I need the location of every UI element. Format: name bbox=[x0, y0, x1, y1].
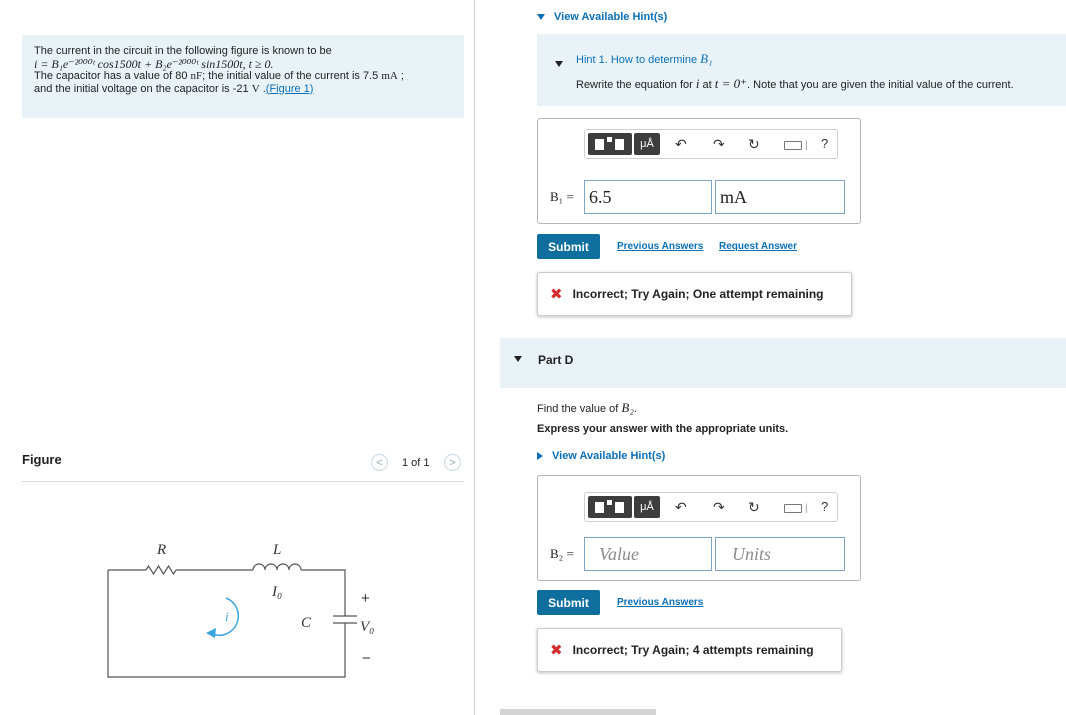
templates-button[interactable] bbox=[588, 133, 632, 155]
previous-answers-link-d[interactable]: Previous Answers bbox=[617, 597, 704, 608]
units-button[interactable]: μÅ bbox=[634, 133, 660, 155]
redo-icon[interactable]: ↷ bbox=[713, 499, 725, 515]
hint-title[interactable]: Hint 1. How to determine B₁ bbox=[576, 51, 713, 66]
submit-button-c[interactable]: Submit bbox=[537, 234, 600, 259]
figure-title: Figure bbox=[22, 452, 62, 467]
help-button[interactable]: ? bbox=[821, 136, 829, 151]
b1-value-input[interactable]: 6.5 bbox=[584, 180, 712, 214]
next-section-edge bbox=[500, 709, 656, 715]
hint-collapse-toggle[interactable] bbox=[555, 54, 563, 72]
error-x-icon: ✖ bbox=[550, 642, 563, 659]
next-figure-button[interactable] bbox=[444, 454, 461, 471]
submit-button-d[interactable]: Submit bbox=[537, 590, 600, 615]
label-i: i bbox=[225, 609, 229, 624]
problem-line-3: The capacitor has a value of 80 nF; the initial value of the current is 7.5 mA ; bbox=[34, 70, 404, 82]
inductor-symbol bbox=[253, 564, 301, 570]
b1-units-input[interactable]: mA bbox=[715, 180, 845, 214]
b2-label: B₂ = bbox=[550, 546, 574, 561]
view-hints-toggle-d[interactable]: View Available Hint(s) bbox=[537, 450, 665, 462]
panel-divider bbox=[474, 0, 475, 715]
part-d-question: Find the value of B₂. bbox=[537, 400, 637, 415]
arrowhead-icon bbox=[206, 628, 216, 638]
help-button[interactable]: ? bbox=[821, 499, 829, 514]
keyboard-icon[interactable]: | bbox=[784, 503, 808, 514]
hint-text: Rewrite the equation for i at t = 0⁺. Note that you are given the initial value of the current. bbox=[576, 76, 1014, 91]
problem-statement bbox=[22, 35, 464, 118]
reset-icon[interactable]: ↻ bbox=[748, 136, 760, 152]
redo-icon[interactable]: ↷ bbox=[713, 136, 725, 152]
math-toolbar bbox=[584, 129, 838, 159]
b1-label: B₁ = bbox=[550, 189, 574, 204]
label-minus: − bbox=[362, 650, 371, 667]
capacitor-symbol bbox=[333, 616, 357, 623]
resistor-symbol bbox=[146, 566, 176, 574]
math-toolbar bbox=[584, 492, 838, 522]
label-R: R bbox=[157, 542, 167, 558]
chevron-right-icon: > bbox=[449, 456, 456, 469]
previous-answers-link-c[interactable]: Previous Answers bbox=[617, 241, 704, 252]
answer-box-d bbox=[537, 475, 861, 581]
b2-units-input[interactable]: Units bbox=[715, 537, 845, 571]
label-C: C bbox=[301, 615, 312, 631]
units-button[interactable]: μÅ bbox=[634, 496, 660, 518]
chevron-down-icon bbox=[555, 61, 563, 67]
chevron-right-icon bbox=[537, 452, 543, 460]
label-L: L bbox=[273, 542, 282, 558]
current-equation: i = B₁e⁻²⁰⁰⁰ᵗ cos1500t + B₂e⁻²⁰⁰⁰ᵗ sin1500t, t ≥ 0. bbox=[34, 56, 274, 71]
reset-icon[interactable]: ↻ bbox=[748, 499, 760, 515]
chevron-down-icon bbox=[514, 356, 522, 362]
feedback-c: ✖ Incorrect; Try Again; One attempt remaining bbox=[537, 272, 852, 316]
part-d-instruction: Express your answer with the appropriate units. bbox=[537, 423, 789, 435]
figure-divider bbox=[22, 481, 464, 482]
b2-value-input[interactable]: Value bbox=[584, 537, 712, 571]
label-plus: + bbox=[361, 590, 370, 607]
answer-box-c bbox=[537, 118, 861, 224]
part-d-title: Part D bbox=[538, 353, 574, 367]
chevron-down-icon bbox=[537, 14, 545, 20]
keyboard-icon[interactable]: | bbox=[784, 140, 808, 151]
chevron-left-icon: < bbox=[376, 456, 383, 469]
problem-line-4: and the initial voltage on the capacitor is -21 V .(Figure 1) bbox=[34, 82, 314, 95]
view-hints-toggle-c[interactable]: View Available Hint(s) bbox=[537, 11, 667, 23]
wire-top-right bbox=[301, 570, 345, 616]
figure-link[interactable]: (Figure 1) bbox=[265, 82, 314, 95]
error-x-icon: ✖ bbox=[550, 286, 563, 303]
circuit-diagram bbox=[0, 530, 474, 715]
figure-pager: 1 of 1 bbox=[402, 457, 430, 469]
label-I0: I₀ bbox=[272, 584, 283, 600]
prev-figure-button[interactable] bbox=[371, 454, 388, 471]
problem-line-1: The current in the circuit in the following figure is known to be bbox=[34, 45, 332, 57]
feedback-d: ✖ Incorrect; Try Again; 4 attempts remaining bbox=[537, 628, 842, 672]
label-V0: V₀ bbox=[360, 619, 375, 635]
part-d-header[interactable] bbox=[500, 338, 1066, 388]
hint-panel bbox=[537, 34, 1066, 106]
request-answer-link[interactable]: Request Answer bbox=[719, 241, 797, 252]
undo-icon[interactable]: ↶ bbox=[675, 499, 687, 515]
templates-button[interactable] bbox=[588, 496, 632, 518]
undo-icon[interactable]: ↶ bbox=[675, 136, 687, 152]
